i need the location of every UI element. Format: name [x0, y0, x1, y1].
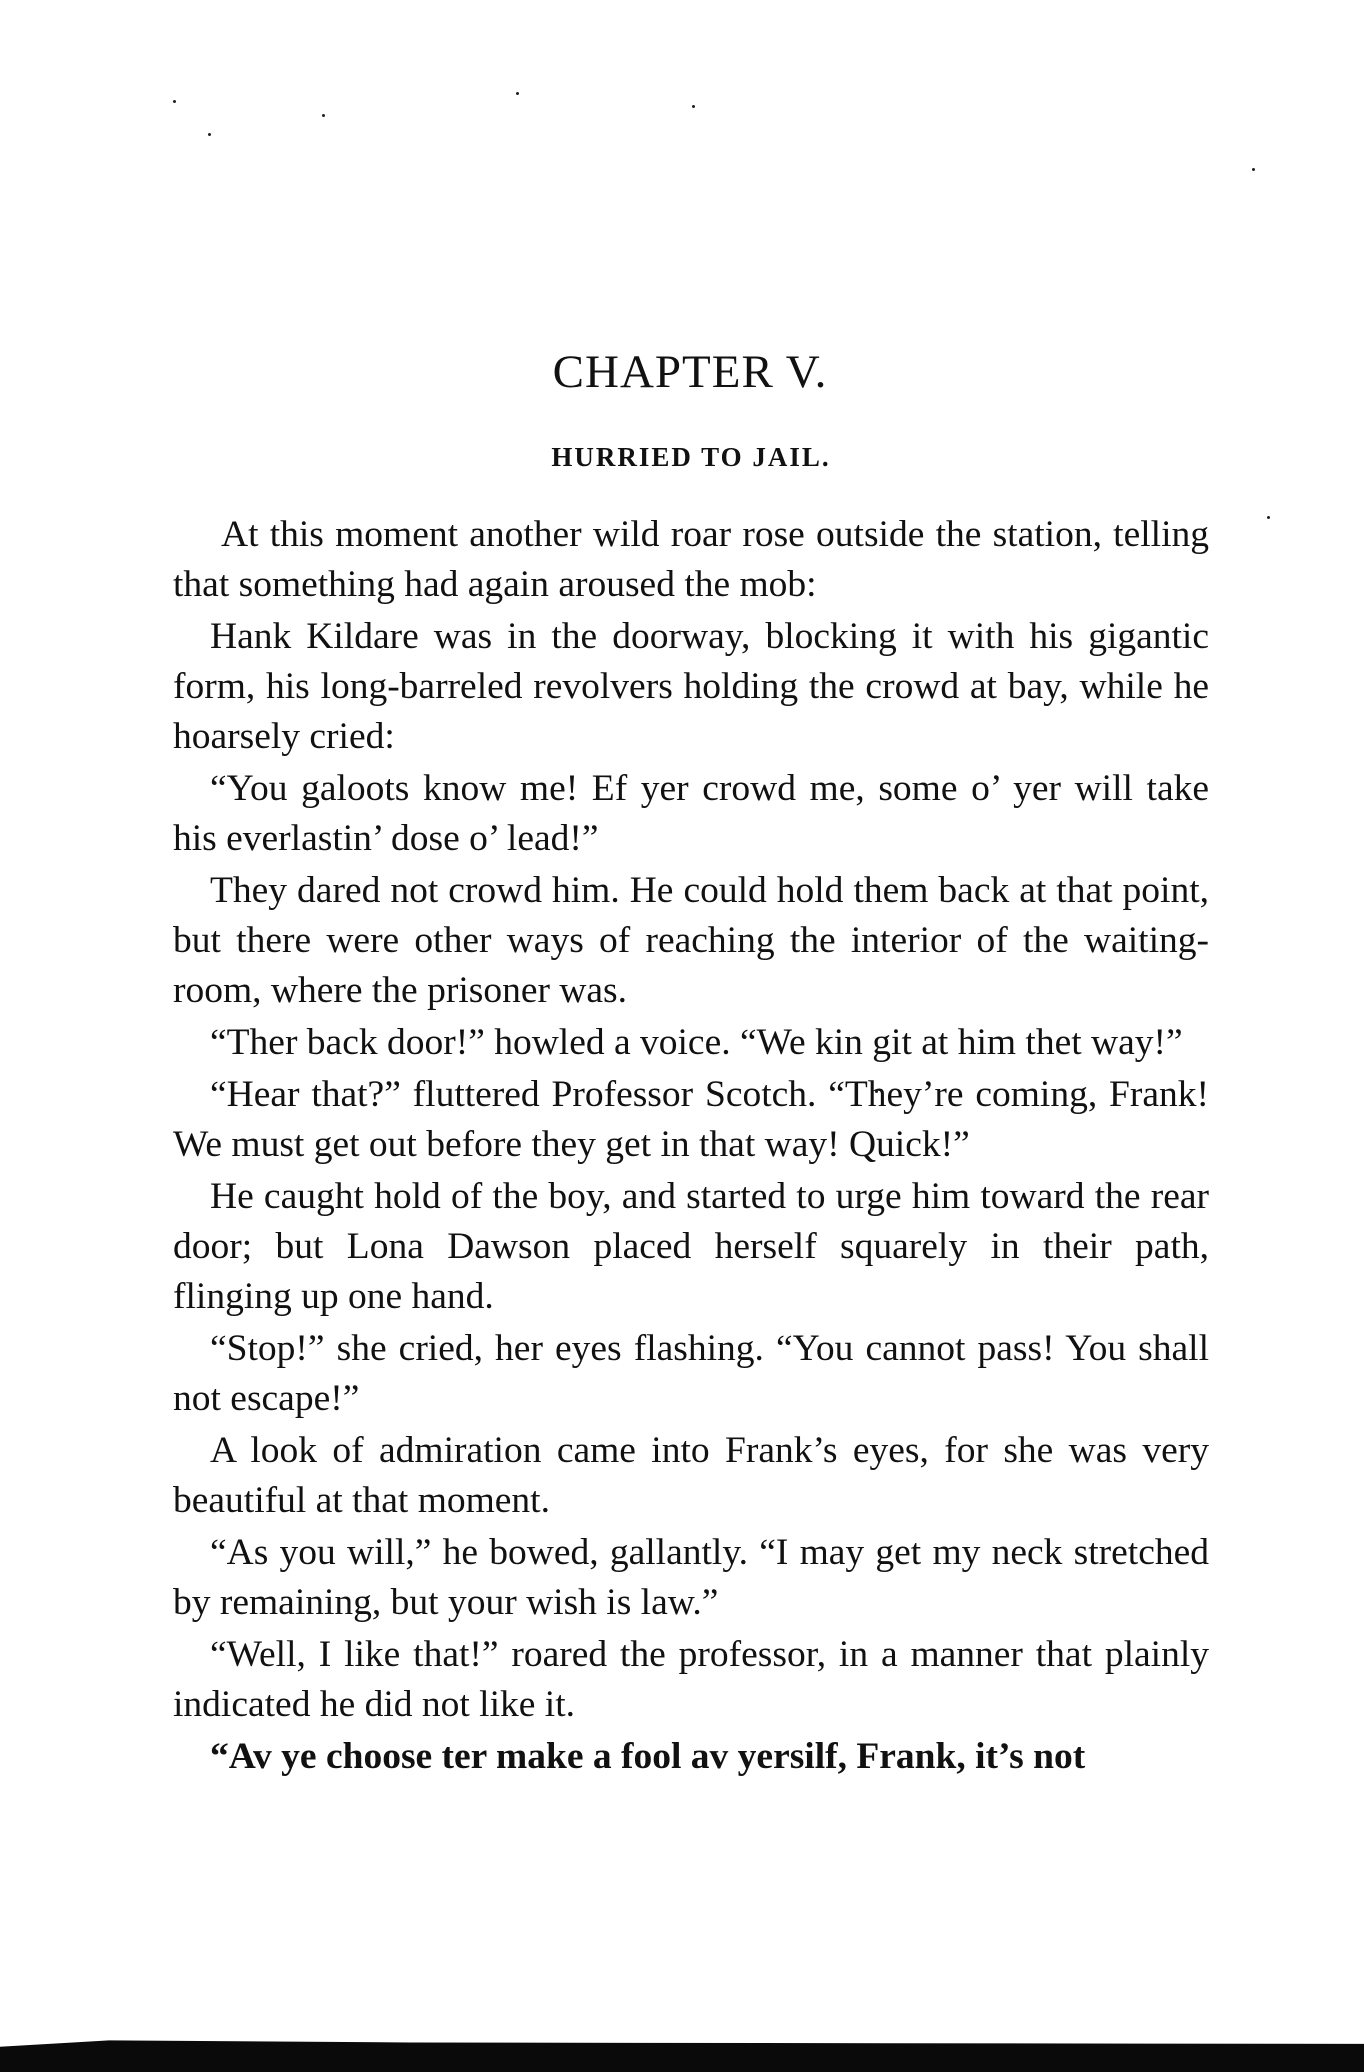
paragraph: He caught hold of the boy, and started to urge him toward the rear door; but Lona Dawson placed herself squarely in their path, flinging up one hand.	[173, 1176, 1209, 1317]
paragraph: “Ther back door!” howled a voice. “We kin git at him thet way!”	[210, 1022, 1183, 1063]
page-bottom-edge	[0, 2036, 1364, 2072]
print-speck	[1267, 516, 1270, 519]
chapter-subtitle: HURRIED TO JAIL.	[551, 442, 831, 472]
print-speck	[1252, 168, 1255, 171]
paragraph: “Stop!” she cried, her eyes flashing. “You cannot pass! You shall not escape!”	[173, 1328, 1209, 1419]
print-speck	[692, 105, 695, 108]
chapter-title: CHAPTER V.	[552, 346, 828, 398]
print-speck	[173, 100, 176, 103]
paragraph: A look of admiration came into Frank’s eyes, for she was very beautiful at that moment.	[173, 1430, 1209, 1521]
paragraph: “Av ye choose ter make a fool av yersilf, Frank, it’s not	[210, 1736, 1086, 1777]
print-speck	[516, 92, 519, 95]
paragraph: Hank Kildare was in the doorway, blocking it with his gigantic form, his long-barreled revolvers holding the crowd at bay, while he hoarsely cried:	[173, 616, 1209, 757]
paragraph: “Well, I like that!” roared the professor, in a manner that plainly indicated he did not like it.	[173, 1634, 1209, 1725]
paragraph: At this moment another wild roar rose outside the station, telling that something had again aroused the mob:	[173, 514, 1209, 605]
print-speck	[208, 133, 211, 136]
paragraph: “As you will,” he bowed, gallantly. “I may get my neck stretched by remaining, but your wish is law.”	[173, 1532, 1209, 1623]
print-speck	[322, 114, 325, 117]
paragraph: “You galoots know me! Ef yer crowd me, some o’ yer will take his everlastin’ dose o’ lead!”	[173, 768, 1209, 859]
paragraph: They dared not crowd him. He could hold them back at that point, but there were other ways of reaching the interior of the waiting-room, where the prisoner was.	[173, 870, 1209, 1011]
paragraph: “Hear that?” fluttered Professor Scotch. “They’re coming, Frank! We must get out before they get in that way! Quick!”	[173, 1074, 1209, 1165]
body-text	[173, 510, 1209, 1784]
